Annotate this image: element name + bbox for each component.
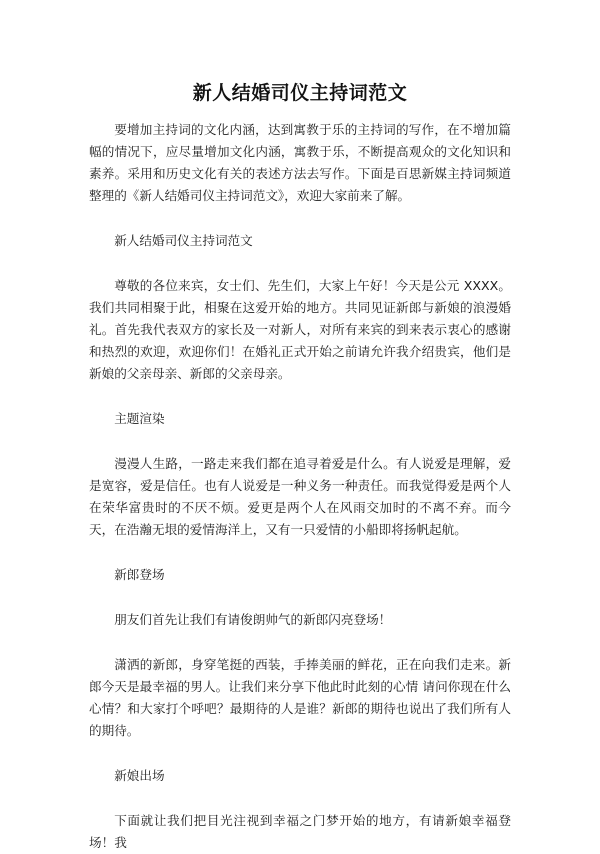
opening-paragraph: 尊敬的各位来宾，女士们、先生们，大家上午好！今天是公元 XXXX。我们共同相聚于此，相聚在这爱开始的地方。共同见证新郎与新娘的浪漫婚礼。首先我代表双方的家长及一对新人，对所有来宾的到来表示衷心的感谢和热烈的欢迎，欢迎你们！在婚礼正式开始之前请允许我介绍贵宾，他们是新娘的父亲母亲、新郎的父亲母亲。 bbox=[89, 278, 511, 381]
spacer bbox=[89, 207, 511, 230]
groom-paragraph: 潇洒的新郎，身穿笔挺的西装，手捧美丽的鲜花，正在向我们走来。新郎今天是最幸福的男人。让我们来分享下他此时此刻的心情 请问你现在什么心情？和大家打个呼吧？最期待的人是谁？新郎的期待也说出了我们所有人的期待。 bbox=[89, 657, 511, 738]
groom-call-paragraph: 朋友们首先让我们有请俊朗帅气的新郎闪亮登场！ bbox=[114, 612, 392, 627]
spacer bbox=[89, 541, 511, 564]
spacer bbox=[89, 586, 511, 609]
section-heading-bride: 新娘出场 bbox=[114, 768, 165, 783]
spacer bbox=[89, 385, 511, 408]
document-title: 新人结婚司仪主持词范文 bbox=[192, 82, 408, 104]
intro-paragraph: 要增加主持词的文化内涵，达到寓教于乐的主持词的写作，在不增加篇幅的情况下，应尽量增加文化内涵，寓教于乐，不断提高观众的文化知识和素养。采用和历史文化有关的表述方法去写作。下面是百思新媒主持词频道整理的《新人结婚司仪主持词范文》，欢迎大家前来了解。 bbox=[89, 122, 511, 203]
section-heading-groom: 新郎登场 bbox=[114, 567, 165, 582]
spacer bbox=[89, 430, 511, 453]
section-heading-theme: 主题渲染 bbox=[114, 411, 165, 426]
bride-paragraph: 下面就让我们把目光注视到幸福之门梦开始的地方，有请新娘幸福登场！我 bbox=[89, 813, 511, 850]
document-body bbox=[89, 119, 511, 854]
subtitle-heading: 新人结婚司仪主持词范文 bbox=[114, 233, 253, 248]
spacer bbox=[89, 631, 511, 654]
spacer bbox=[89, 742, 511, 765]
spacer bbox=[89, 787, 511, 810]
theme-paragraph: 漫漫人生路，一路走来我们都在追寻着爱是什么。有人说爱是理解，爱是宽容，爱是信任。也有人说爱是一种义务一种责任。而我觉得爱是两个人在荣华富贵时的不厌不烦。爱更是两个人在风雨交加时的不离不弃。而今天，在浩瀚无垠的爱情海洋上，又有一只爱情的小船即将扬帆起航。 bbox=[89, 456, 511, 537]
spacer bbox=[89, 252, 511, 275]
